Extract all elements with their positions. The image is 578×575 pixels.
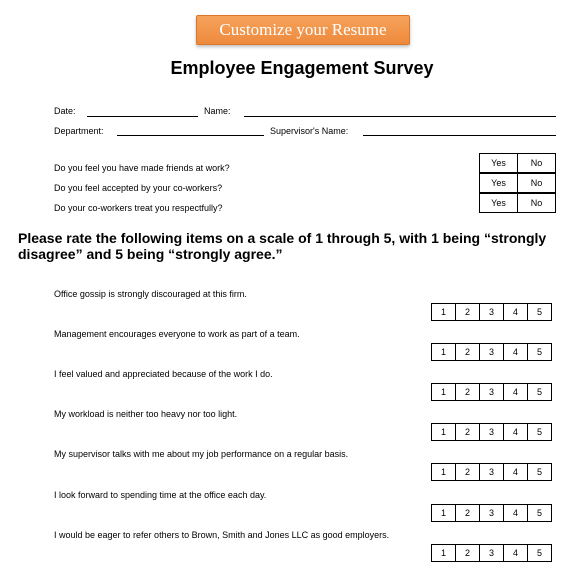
rating-option-5[interactable]: 5 <box>527 303 552 321</box>
rating-scale <box>431 463 552 481</box>
rating-option-4[interactable]: 4 <box>503 504 528 522</box>
no-option-1[interactable]: No <box>517 153 556 173</box>
rating-option-3[interactable]: 3 <box>479 343 504 361</box>
rating-option-4[interactable]: 4 <box>503 303 528 321</box>
rating-option-1[interactable]: 1 <box>431 383 456 401</box>
rating-question: Management encourages everyone to work as part of a team. <box>54 329 300 339</box>
rating-scale <box>431 544 552 562</box>
yes-option-3[interactable]: Yes <box>479 193 518 213</box>
rating-option-4[interactable]: 4 <box>503 423 528 441</box>
date-label: Date: <box>54 106 76 116</box>
rating-option-3[interactable]: 3 <box>479 504 504 522</box>
rating-question: I feel valued and appreciated because of the work I do. <box>54 369 273 379</box>
rating-question: I would be eager to refer others to Brown, Smith and Jones LLC as good employers. <box>54 530 390 540</box>
rating-option-4[interactable]: 4 <box>503 383 528 401</box>
no-option-2[interactable]: No <box>517 173 556 193</box>
yes-no-question-1: Do you feel you have made friends at work? <box>54 163 230 173</box>
rating-option-3[interactable]: 3 <box>479 303 504 321</box>
department-label: Department: <box>54 126 104 136</box>
rating-option-2[interactable]: 2 <box>455 423 480 441</box>
rating-scale <box>431 303 552 321</box>
rating-option-5[interactable]: 5 <box>527 504 552 522</box>
rating-option-2[interactable]: 2 <box>455 303 480 321</box>
rating-option-2[interactable]: 2 <box>455 383 480 401</box>
name-label: Name: <box>204 106 231 116</box>
rating-option-1[interactable]: 1 <box>431 463 456 481</box>
rating-option-5[interactable]: 5 <box>527 463 552 481</box>
rating-option-3[interactable]: 3 <box>479 423 504 441</box>
yes-option-2[interactable]: Yes <box>479 173 518 193</box>
customize-resume-button[interactable]: Customize your Resume <box>196 15 410 45</box>
rating-option-5[interactable]: 5 <box>527 343 552 361</box>
yes-option-1[interactable]: Yes <box>479 153 518 173</box>
rating-option-4[interactable]: 4 <box>503 343 528 361</box>
rating-question: My workload is neither too heavy nor too light. <box>54 409 238 419</box>
rating-option-1[interactable]: 1 <box>431 423 456 441</box>
yes-no-question-2: Do you feel accepted by your co-workers? <box>54 183 223 193</box>
department-field[interactable] <box>117 135 264 136</box>
rating-instructions: Please rate the following items on a scale of 1 through 5, with 1 being “strongly disagree” and 5 being “strongly agree.” <box>18 230 547 262</box>
rating-option-3[interactable]: 3 <box>479 463 504 481</box>
yes-no-question-3: Do your co-workers treat you respectfully? <box>54 203 223 213</box>
rating-option-3[interactable]: 3 <box>479 544 504 562</box>
rating-question: I look forward to spending time at the office each day. <box>54 490 267 500</box>
rating-option-1[interactable]: 1 <box>431 544 456 562</box>
rating-option-2[interactable]: 2 <box>455 343 480 361</box>
rating-option-1[interactable]: 1 <box>431 303 456 321</box>
supervisor-field[interactable] <box>363 135 556 136</box>
rating-scale <box>431 383 552 401</box>
rating-option-2[interactable]: 2 <box>455 504 480 522</box>
rating-option-4[interactable]: 4 <box>503 463 528 481</box>
rating-option-3[interactable]: 3 <box>479 383 504 401</box>
rating-scale <box>431 423 552 441</box>
rating-option-5[interactable]: 5 <box>527 423 552 441</box>
rating-option-2[interactable]: 2 <box>455 463 480 481</box>
rating-option-1[interactable]: 1 <box>431 504 456 522</box>
rating-option-1[interactable]: 1 <box>431 343 456 361</box>
rating-question: Office gossip is strongly discouraged at this firm. <box>54 289 247 299</box>
rating-scale <box>431 504 552 522</box>
no-option-3[interactable]: No <box>517 193 556 213</box>
rating-option-5[interactable]: 5 <box>527 383 552 401</box>
survey-title: Employee Engagement Survey <box>170 58 434 78</box>
supervisor-label: Supervisor's Name: <box>270 126 349 136</box>
rating-option-2[interactable]: 2 <box>455 544 480 562</box>
rating-question: My supervisor talks with me about my job performance on a regular basis. <box>54 449 349 459</box>
date-field[interactable] <box>87 116 198 117</box>
rating-option-5[interactable]: 5 <box>527 544 552 562</box>
rating-scale <box>431 343 552 361</box>
rating-option-4[interactable]: 4 <box>503 544 528 562</box>
name-field[interactable] <box>244 116 556 117</box>
